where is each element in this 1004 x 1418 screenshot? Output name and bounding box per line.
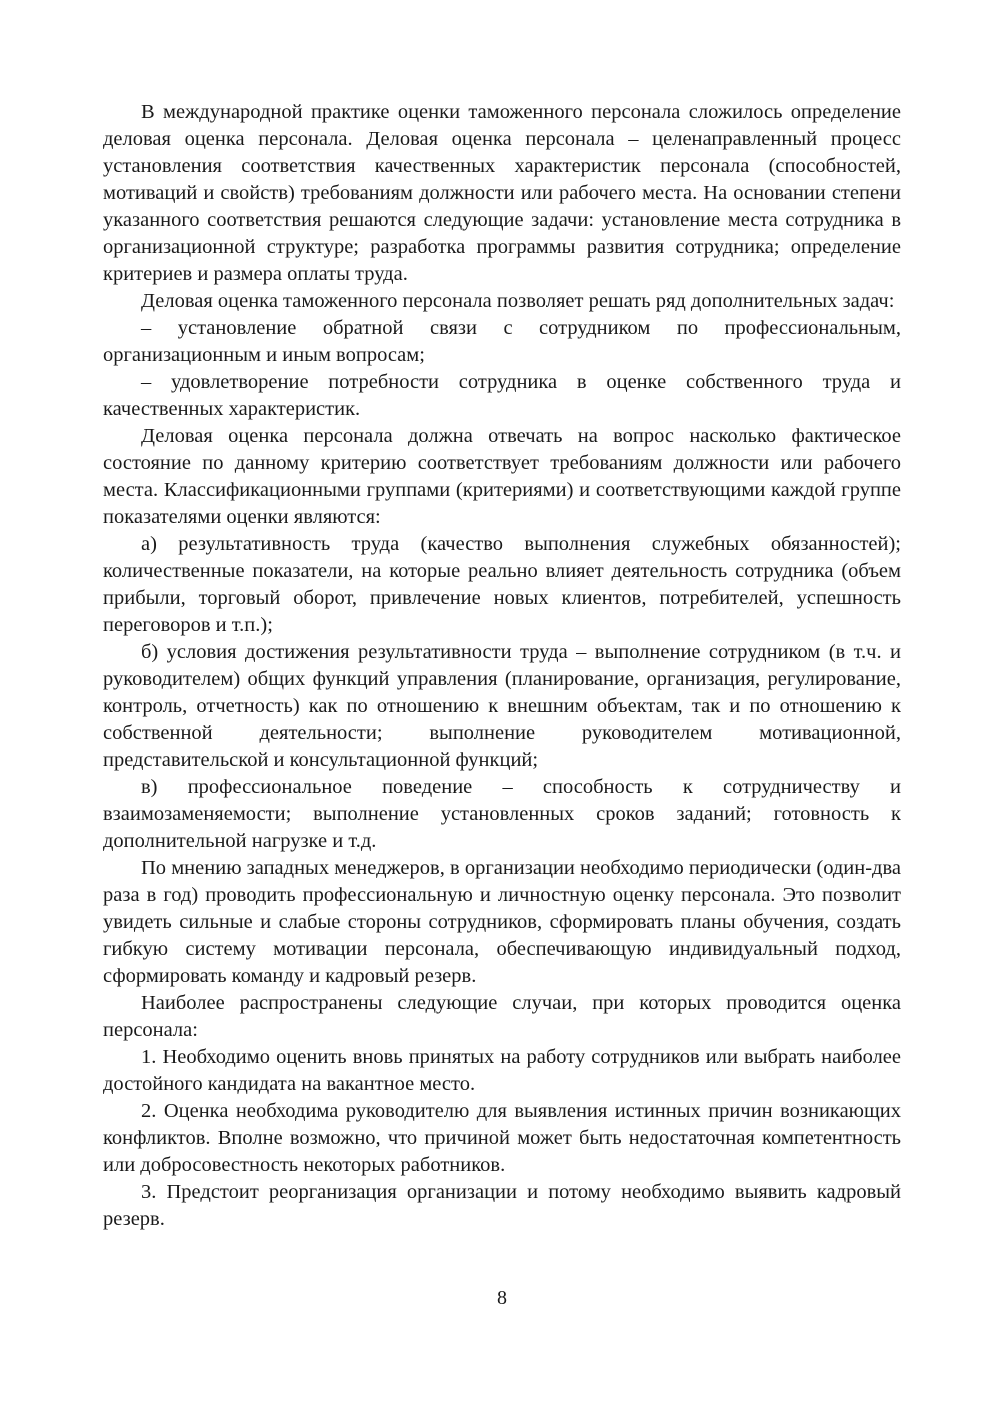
paragraph-case-3: 3. Предстоит реорганизация организации и потому необходимо выявить кадровый резерв.: [103, 1181, 901, 1230]
paragraph-intro: В международной практике оценки таможенного персонала сложилось определение деловая оценка персонала. Деловая оценка персонала – целенаправленный процесс установления соответствия качественных характеристик персонала (способностей, мотиваций и свойств) требованиям должности или рабочего места. На основании степени указанного соответствия решаются следующие задачи: установление места сотрудника в организационной структуре; разработка программы развития сотрудника; определение критериев и размера оплаты труда.: [103, 101, 901, 285]
page-number: 8: [497, 1287, 507, 1309]
paragraph-cases-intro: Наиболее распространены следующие случаи, при которых проводится оценка персонала:: [103, 992, 901, 1041]
paragraph-western-managers: По мнению западных менеджеров, в организации необходимо периодически (один-два раза в год) проводить профессиональную и личностную оценку персонала. Это позволит увидеть сильные и слабые стороны сотрудников, сформировать планы обучения, создать гибкую систему мотивации персонала, обеспечивающую индивидуальный подход, сформировать команду и кадровый резерв.: [103, 857, 901, 987]
paragraph-criterion-a: а) результативность труда (качество выполнения служебных обязанностей); количественные показатели, на которые реально влияет деятельность сотрудника (объем прибыли, торговый оборот, привлечение новых клиентов, потребителей, успешность переговоров и т.п.);: [103, 533, 901, 636]
paragraph-feedback-item: – установление обратной связи с сотрудником по профессиональным, организационным и иным вопросам;: [103, 317, 901, 366]
paragraph-additional-tasks: Деловая оценка таможенного персонала позволяет решать ряд дополнительных задач:: [141, 290, 895, 312]
paragraph-criterion-c: в) профессиональное поведение – способность к сотрудничеству и взаимозаменяемости; выполнение установленных сроков заданий; готовность к дополнительной нагрузке и т.д.: [103, 776, 901, 852]
document-body: [103, 99, 901, 1233]
paragraph-criterion-b: б) условия достижения результативности труда – выполнение сотрудником (в т.ч. и руководителем) общих функций управления (планирование, организация, регулирование, контроль, отчетность) как по отношению к внешним объектам, так и по отношению к собственной деятельности; выполнение руководителем мотивационной, представительской и консультационной функций;: [103, 641, 901, 771]
paragraph-case-2: 2. Оценка необходима руководителю для выявления истинных причин возникающих конфликтов. Вполне возможно, что причиной может быть недостаточная компетентность или добросовестность некоторых работников.: [103, 1100, 901, 1176]
paragraph-case-1: 1. Необходимо оценить вновь принятых на работу сотрудников или выбрать наиболее достойного кандидата на вакантное место.: [103, 1046, 901, 1095]
paragraph-criteria-intro: Деловая оценка персонала должна отвечать на вопрос насколько фактическое состояние по данному критерию соответствует требованиям должности или рабочего места. Классификационными группами (критериями) и соответствующими каждой группе показателями оценки являются:: [103, 425, 901, 528]
paragraph-self-assessment-item: – удовлетворение потребности сотрудника в оценке собственного труда и качественных характеристик.: [103, 371, 901, 420]
